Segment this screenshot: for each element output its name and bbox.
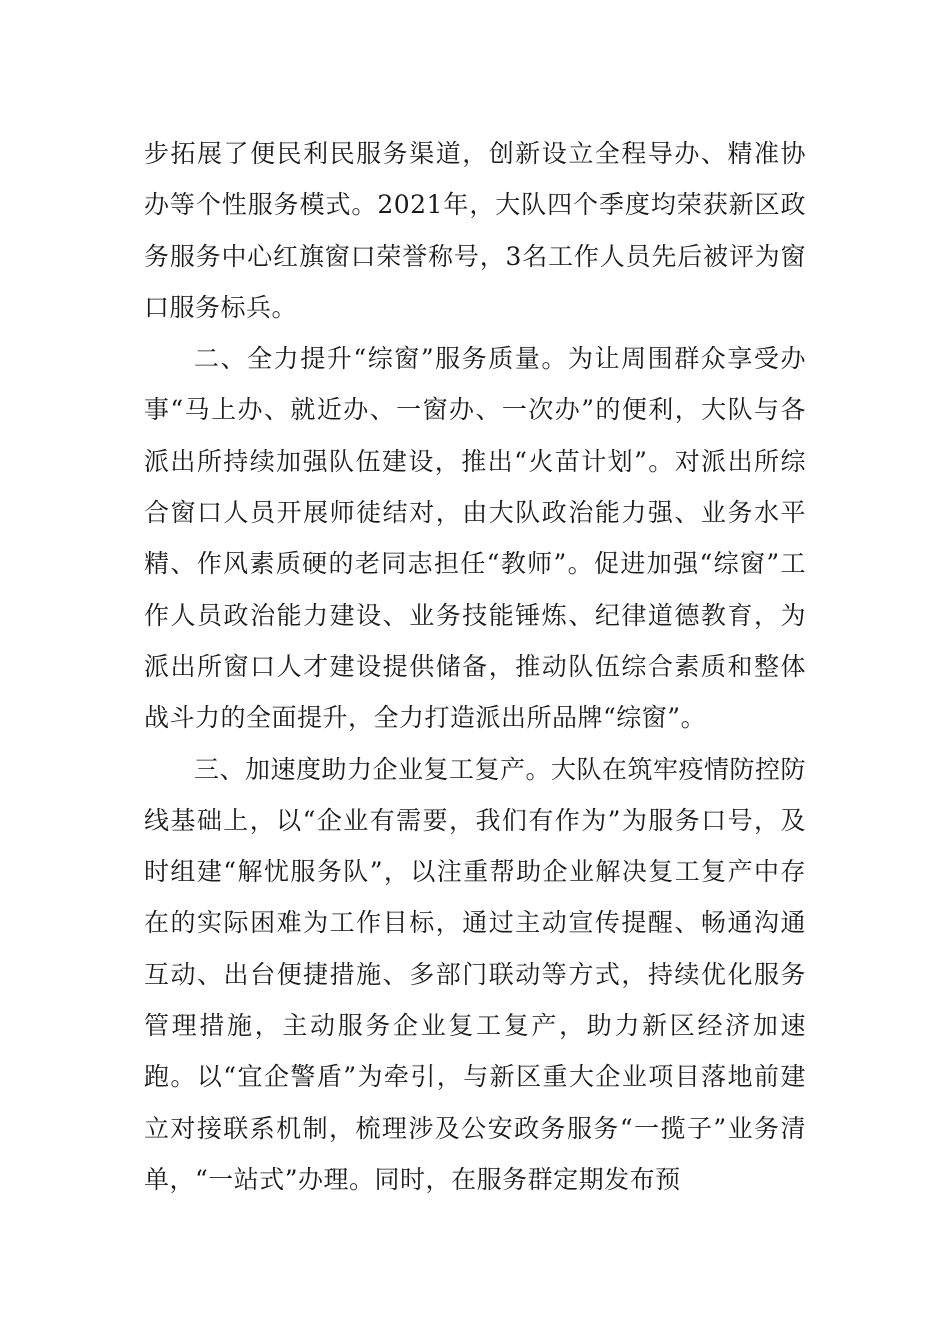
paragraph-section-two: 二、全力提升“综窗”服务质量。为让周围群众享受办事“马上办、就近办、一窗办、一次办”的便利，大队与各派出所持续加强队伍建设，推出“火苗计划”。对派出所综合窗口人员开展师徒结对，由大队政治能力强、业务水平精、作风素质硬的老同志担任“教师”。促进加强“综窗”工作人员政治能力建设、业务技能锤炼、纪律道德教育，为派出所窗口人才建设提供储备，推动队伍综合素质和整体战斗力的全面提升，全力打造派出所品牌“综窗”。 [144,344,806,733]
paragraph-continuation: 步拓展了便民利民服务渠道，创新设立全程导办、精准协办等个性服务模式。2021年，大队四个季度均荣获新区政务服务中心红旗窗口荣誉称号，3名工作人员先后被评为窗口服务标兵。 [144,139,806,322]
paragraph-section-three: 三、加速度助力企业复工复产。大队在筑牢疫情防控防线基础上，以“企业有需要，我们有作为”为服务口号，及时组建“解忧服务队”，以注重帮助企业解决复工复产中存在的实际困难为工作目标，通过主动宣传提醒、畅通沟通互动、出台便捷措施、多部门联动等方式，持续优化服务管理措施，主动服务企业复工复产，助力新区经济加速跑。以“宜企警盾”为牵引，与新区重大企业项目落地前建立对接联系机制，梳理涉及公安政务服务“一揽子”业务清单，“一站式”办理。同时，在服务群定期发布预 [144,754,807,1194]
document-body [144,128,806,1205]
